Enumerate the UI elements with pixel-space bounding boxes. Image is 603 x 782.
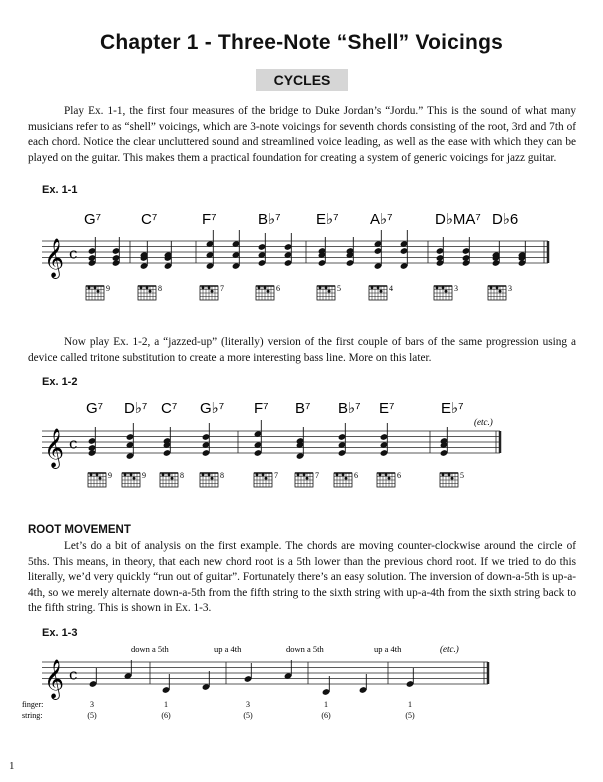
fret-number: 6 (276, 284, 280, 293)
interval-annotation: up a 4th (214, 644, 242, 654)
fret-number: 3 (508, 284, 512, 293)
intro-paragraph (28, 104, 576, 166)
chord-grid-dot (265, 477, 268, 480)
root-movement-heading: ROOT MOVEMENT (28, 524, 131, 536)
chord-grid-dot (342, 473, 345, 476)
chord-grid-dot (496, 286, 499, 289)
chord-grid-dot (256, 473, 259, 476)
ex2-notation (0, 393, 603, 501)
string-number: (6) (321, 711, 331, 720)
fret-number: 3 (454, 284, 458, 293)
middle-paragraph (28, 335, 576, 366)
chord-grid-dot (448, 473, 451, 476)
fret-number: 5 (460, 471, 464, 480)
chord-grid-dot (208, 473, 211, 476)
chord-grid-dot (445, 290, 448, 293)
finger-number: 1 (408, 700, 412, 709)
chord-grid-dot (267, 290, 270, 293)
chord-grid-dot (133, 477, 136, 480)
chord-symbol: D♭⁷ (124, 400, 148, 417)
chord-grid-dot (385, 473, 388, 476)
fret-number: 8 (158, 284, 162, 293)
fret-number: 6 (397, 471, 401, 480)
common-time: c (69, 244, 78, 263)
etc-mark: (etc.) (474, 417, 493, 427)
chord-symbol: E⁷ (379, 400, 395, 417)
chord-grid-dot (124, 473, 127, 476)
finger-label: finger: (22, 700, 44, 709)
chord-grid-dot (379, 473, 382, 476)
finger-number: 1 (164, 700, 168, 709)
chord-grid-dot (97, 290, 100, 293)
chord-grid-dot (499, 290, 502, 293)
chord-grid-dot (303, 473, 306, 476)
ex1-label: Ex. 1-1 (42, 184, 78, 196)
chord-grid-dot (149, 290, 152, 293)
chord-grid-dot (436, 286, 439, 289)
chord-symbol: B♭⁷ (338, 400, 361, 417)
chord-grid-dot (146, 286, 149, 289)
chord-symbol: F⁷ (254, 400, 269, 417)
chord-grid-dot (171, 477, 174, 480)
common-time: c (69, 665, 78, 684)
chord-grid-dot (319, 286, 322, 289)
fret-number: 7 (315, 471, 319, 480)
chord-symbol: E♭⁷ (316, 211, 339, 228)
chord-grid-dot (451, 477, 454, 480)
middle-text: Now play Ex. 1-2, a “jazzed-up” (literally) version of the first couple of bars of the same progression using a device called tritone substitution to create a more interesting bass line. More on this later. (28, 336, 576, 364)
chord-grid-dot (90, 473, 93, 476)
chord-symbol: G♭⁷ (200, 400, 225, 417)
chord-grid-dot (380, 290, 383, 293)
chord-grid-dot (328, 290, 331, 293)
chord-grid-dot (297, 473, 300, 476)
chord-symbol: G⁷ (86, 400, 104, 417)
chord-grid-dot (371, 286, 374, 289)
chord-grid-dot (162, 473, 165, 476)
chord-symbol: C⁷ (161, 400, 178, 417)
treble-clef: 𝄞 (44, 659, 65, 699)
fret-number: 4 (389, 284, 393, 293)
ex3-label: Ex. 1-3 (42, 627, 78, 639)
chord-grid-dot (130, 473, 133, 476)
treble-clef: 𝄞 (44, 428, 65, 468)
string-number: (6) (161, 711, 171, 720)
chord-grid-dot (140, 286, 143, 289)
chord-grid-dot (388, 477, 391, 480)
chord-grid-dot (306, 477, 309, 480)
string-number: (5) (87, 711, 97, 720)
chord-symbol: D♭6 (492, 211, 519, 228)
finger-number: 1 (324, 700, 328, 709)
interval-annotation: down a 5th (131, 644, 169, 654)
chord-symbol: B♭⁷ (258, 211, 281, 228)
intro-text: Play Ex. 1-1, the first four measures of the bridge to Duke Jordan’s “Jordu.” This is the sound of what many musicians refer to as “shell” voicings, which are 3-note voicings for seventh chords consisting of the root, 3rd and 7th of each chord. Notice the clear uncluttered sound and streamlined voice leading, as well as the ease with which they can be played on the guitar. This makes them a practical foundation for creating a system of generic voicings for jazz guitar. (28, 105, 576, 164)
chord-grid-dot (211, 477, 214, 480)
chord-grid-dot (202, 473, 205, 476)
root-text: Let’s do a bit of analysis on the first example. The chords are moving counter-clockwise around the circle of 5ths. This means, in theory, that each new chord root is a 5th lower than the previous chord root. If we tried to do this literally, we’d very quickly “run out of guitar”. Fortunately there’s an easy solution. The inversion of down-a-5th is up-a-4th, so we merely alternate down-a-5th from the fifth string to the sixth string with up-a-4th from the sixth string back to the fifth string. This is shown in Ex. 1-3. (28, 540, 576, 615)
chord-symbol: F⁷ (202, 211, 217, 228)
fret-number: 8 (180, 471, 184, 480)
section-label-cycles: CYCLES (256, 69, 348, 91)
chord-symbol: D♭MA⁷ (435, 211, 481, 228)
chord-grid-dot (99, 477, 102, 480)
fret-number: 9 (142, 471, 146, 480)
chord-grid-dot (345, 477, 348, 480)
ex3-notation (0, 638, 603, 724)
fret-number: 9 (108, 471, 112, 480)
chord-grid-dot (96, 473, 99, 476)
chord-grid-dot (211, 290, 214, 293)
string-label: string: (22, 711, 43, 720)
chord-grid-dot (264, 286, 267, 289)
chord-grid-dot (442, 286, 445, 289)
chord-symbol: A♭⁷ (370, 211, 393, 228)
fret-number: 6 (354, 471, 358, 480)
chord-grid-dot (208, 286, 211, 289)
chapter-title: Chapter 1 - Three-Note “Shell” Voicings (100, 31, 503, 54)
chord-symbol: B⁷ (295, 400, 311, 417)
common-time: c (69, 434, 78, 453)
chord-grid-dot (94, 286, 97, 289)
string-number: (5) (405, 711, 415, 720)
fret-number: 8 (220, 471, 224, 480)
chord-grid-dot (202, 286, 205, 289)
page-number: 1 (9, 760, 15, 772)
ex1-notation (0, 200, 603, 312)
interval-annotation: down a 5th (286, 644, 324, 654)
chord-grid-dot (442, 473, 445, 476)
chord-grid-dot (325, 286, 328, 289)
chord-symbol: G⁷ (84, 211, 102, 228)
chord-grid-dot (88, 286, 91, 289)
finger-number: 3 (246, 700, 250, 709)
string-number: (5) (243, 711, 253, 720)
chord-symbol: E♭⁷ (441, 400, 464, 417)
ex2-label: Ex. 1-2 (42, 376, 78, 388)
finger-number: 3 (90, 700, 94, 709)
chord-grid-dot (490, 286, 493, 289)
chord-grid-dot (336, 473, 339, 476)
chord-symbol: C⁷ (141, 211, 158, 228)
fret-number: 5 (337, 284, 341, 293)
fret-number: 9 (106, 284, 110, 293)
chord-grid-dot (258, 286, 261, 289)
interval-annotation: up a 4th (374, 644, 402, 654)
treble-clef: 𝄞 (44, 238, 65, 278)
fret-number: 7 (220, 284, 224, 293)
chord-grid-dot (377, 286, 380, 289)
chord-grid-dot (262, 473, 265, 476)
root-paragraph (28, 539, 576, 617)
etc-mark: (etc.) (440, 644, 459, 654)
fret-number: 7 (274, 471, 278, 480)
chord-grid-dot (168, 473, 171, 476)
